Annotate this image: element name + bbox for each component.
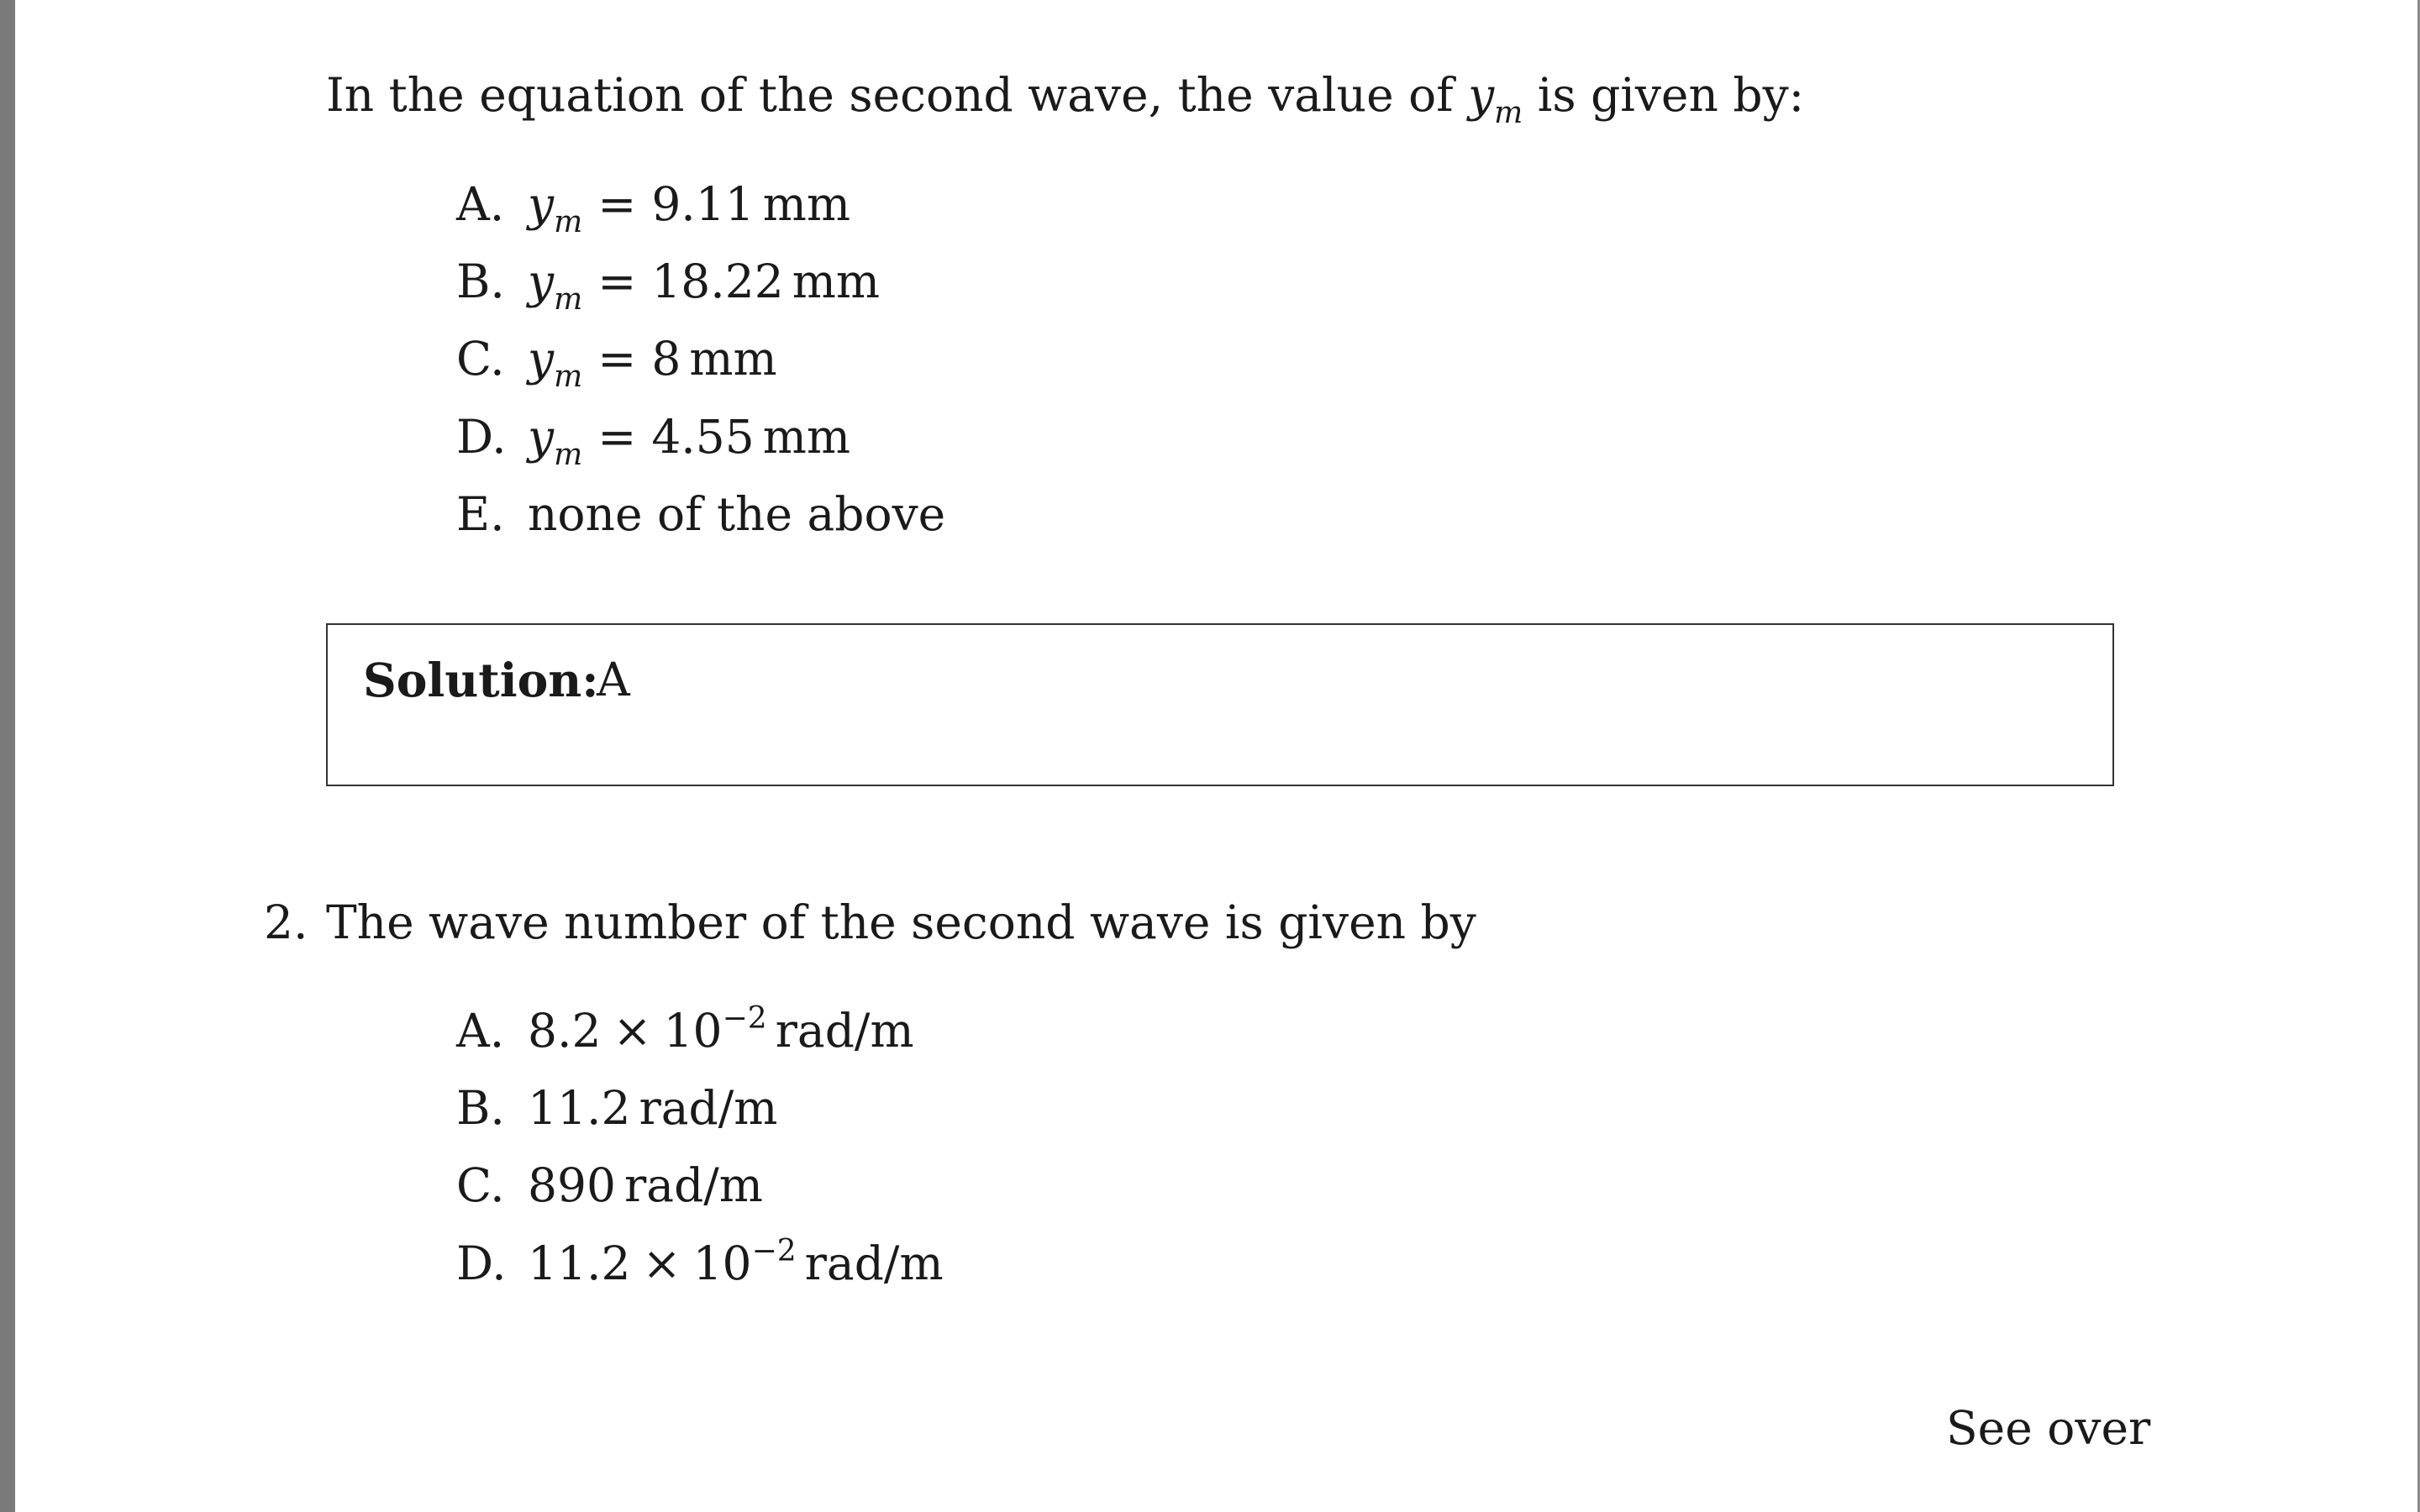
option-letter: A. [456, 177, 505, 231]
option-letter: D. [456, 1236, 507, 1290]
option-body: $y_m = 18.22$ mm [528, 255, 881, 317]
question1-stem-prefix: In the equation of the second wave, the value of [326, 68, 1454, 122]
option-letter: D. [456, 410, 507, 464]
option-letter: E. [456, 487, 505, 541]
option-letter: B. [456, 255, 505, 308]
option-body: $y_m = 8$ mm [528, 332, 777, 394]
option-letter: A. [456, 1004, 505, 1058]
option-body: $11.2 \times 10^{-2}$ rad/m [528, 1234, 944, 1290]
question1-stem-suffix: is given by: [1537, 68, 1805, 122]
viewer-left-border [0, 0, 15, 1512]
question1-stem [326, 68, 1805, 130]
option-letter: C. [456, 332, 505, 386]
question2-number: 2. [264, 895, 308, 949]
option-body: $y_m = 4.55$ mm [528, 410, 851, 472]
see-over-footer: See over [1946, 1401, 2151, 1455]
solution-answer: A [597, 653, 630, 706]
question2-stem: The wave number of the second wave is given by [326, 895, 1476, 949]
question1-variable: $y_m$ [1468, 68, 1523, 130]
option-body: 11.2 rad/m [528, 1081, 778, 1135]
option-body: none of the above [528, 487, 946, 541]
option-body: $y_m = 9.11$ mm [528, 177, 851, 239]
option-letter: B. [456, 1081, 505, 1135]
option-body: $8.2 \times 10^{-2}$ rad/m [528, 1001, 914, 1058]
option-letter: C. [456, 1158, 505, 1212]
solution-label: Solution: [363, 653, 599, 707]
option-body: 890 rad/m [528, 1158, 763, 1212]
